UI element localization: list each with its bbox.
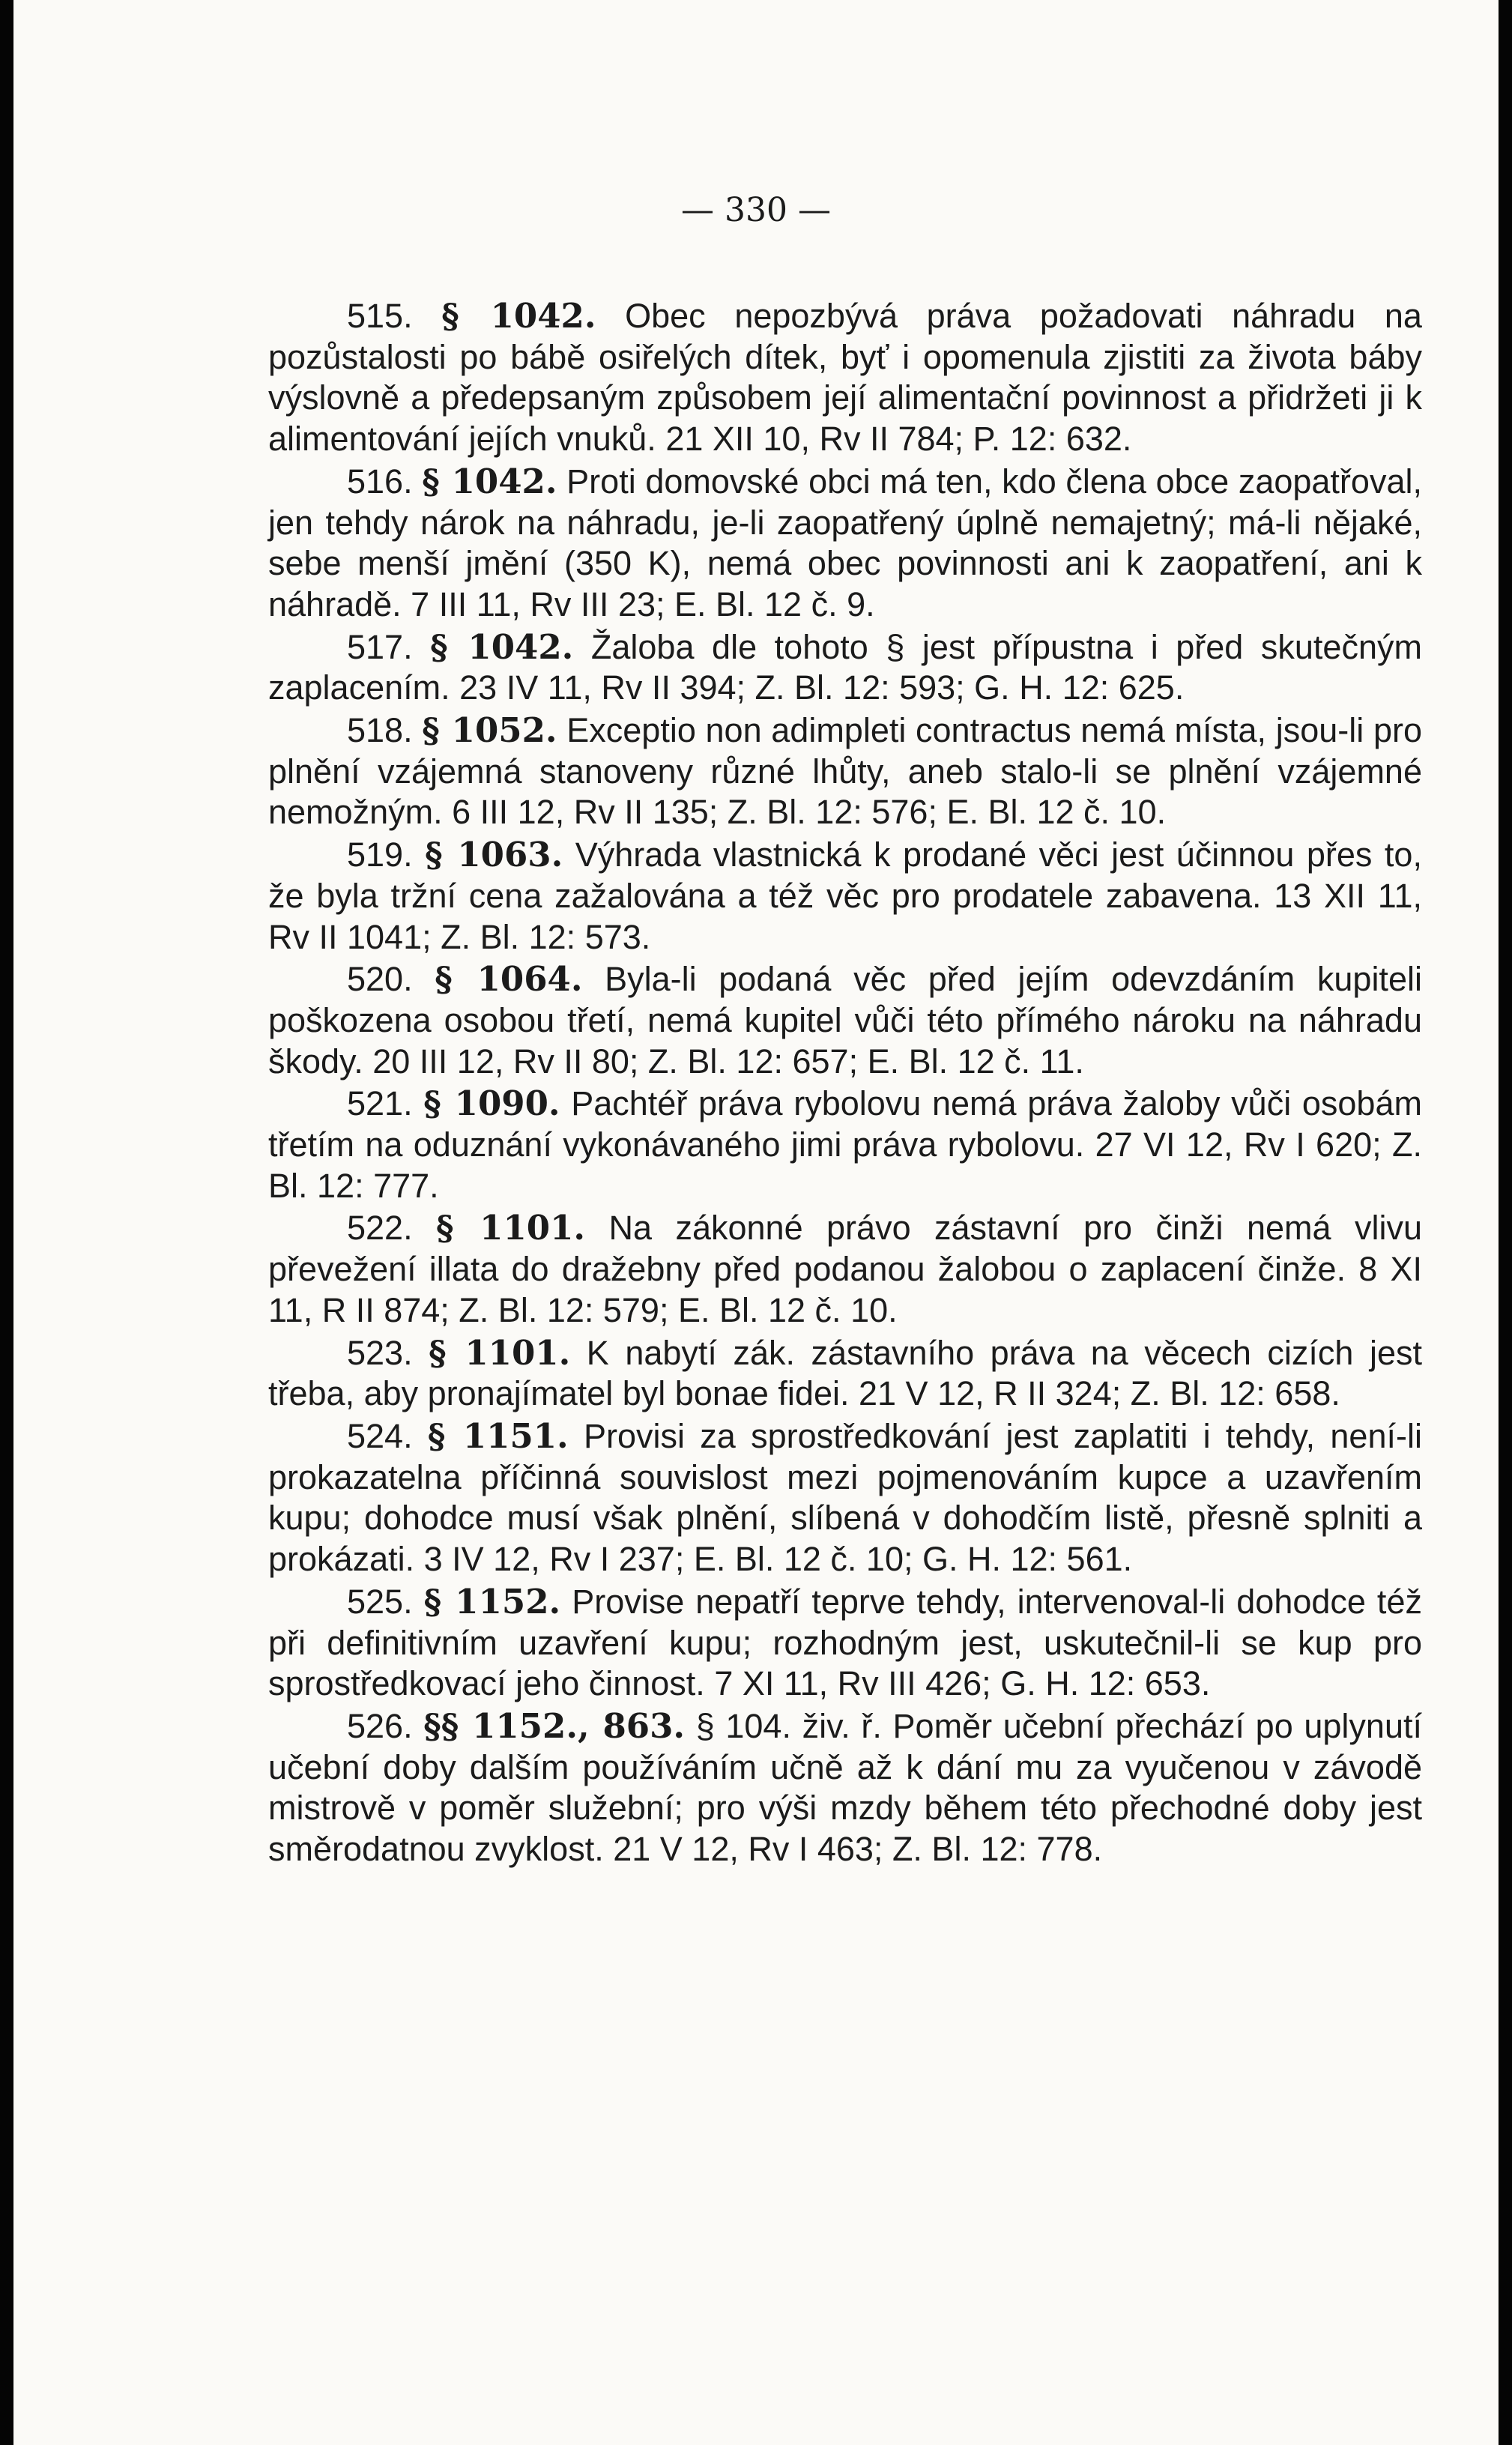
entry-text: Na zákonné právo zástavní pro činži nemá vlivu převežení illata do dražebny před podanou žalobou o zaplacení činže.	[268, 1209, 1422, 1289]
paragraph-ref: § 1042.	[430, 626, 574, 667]
entry-522	[268, 1208, 1422, 1331]
entry-525	[268, 1582, 1422, 1705]
entry-516	[268, 462, 1422, 626]
entry-text: Provise nepatří teprve tehdy, intervenoval-li dohodce též při definitivním uzavření kupu; rozhodným jest, uskutečnil-li se kup pro sprostředkovací jeho činnost.	[268, 1582, 1422, 1703]
citation: 6 III 12, Rv II 135; Z. Bl. 12: 576; E. Bl. 12 č. 10.	[452, 793, 1167, 832]
paragraph-ref: § 1042.	[422, 461, 557, 501]
entry-text: Exceptio non adimpleti contractus nemá místa, jsou-li pro plnění vzájemná stanoveny různé lhůty, aneb stalo-li se plnění vzájemné nemožným.	[268, 711, 1422, 832]
page-number: — 330 —	[681, 191, 831, 229]
citation: 21 V 12, Rv I 463; Z. Bl. 12: 778.	[613, 1830, 1103, 1869]
paragraph-ref: §§ 1152., 863.	[423, 1705, 686, 1746]
entry-text: Proti domovské obci má ten, kdo člena obce zaopatřoval, jen tehdy nárok na náhradu, je-li zaopatřený úplně nemajetný; má-li nějaké, sebe menší jmění (350 K), nemá obec povinnosti ani k zaopatření, ani k náhradě.	[268, 462, 1422, 623]
scan-edge-left	[0, 0, 13, 2445]
entry-518	[268, 710, 1422, 833]
entry-text: Provisi za sprostředkování jest zaplatiti i tehdy, není-li prokazatelna příčinná souvislost mezi pojmenováním kupce a uzavřením kupu; dohodce musí však plnění, slíbená v dohodčím listě, přesně splniti a prokázati.	[268, 1416, 1422, 1579]
paragraph-ref: § 1151.	[427, 1415, 569, 1456]
citation: 7 XI 11, Rv III 426; G. H. 12: 653.	[714, 1664, 1211, 1703]
entry-number: 524.	[347, 1416, 413, 1455]
citation: 20 III 12, Rv II 80; Z. Bl. 12: 657; E. Bl. 12 č. 11.	[372, 1042, 1084, 1081]
entry-number: 516.	[347, 462, 413, 501]
citation: 8 XI 11, R II 874; Z. Bl. 12: 579; E. Bl. 12 č. 10.	[268, 1250, 1422, 1329]
citation: 27 VI 12, Rv I 620; Z. Bl. 12: 777.	[268, 1125, 1422, 1205]
entry-text: K nabytí zák. zástavního práva na věcech cizích jest třeba, aby pronajímatel byl bonae fidei.	[268, 1333, 1422, 1413]
entry-523	[268, 1333, 1422, 1415]
entry-524	[268, 1416, 1422, 1580]
entry-text: Byla-li podaná věc před jejím odevzdáním kupiteli poškozena osobou třetí, nemá kupitel vůči této přímého nároku na náhradu škody.	[268, 960, 1422, 1081]
entry-text: Pachtéř práva rybolovu nemá práva žaloby vůči osobám třetím na oduznání vykonávaného jimi práva rybolovu.	[268, 1084, 1422, 1164]
entry-517	[268, 627, 1422, 709]
entry-text: § 104. živ. ř. Poměr učební přechází po uplynutí učební doby dalším používáním učně až k dání mu za vyučenou v závodě mistrově v poměr služební; pro výši mzdy během této přechodné doby jest směrodatnou zvyklost.	[268, 1706, 1422, 1869]
scan-edge-right	[1499, 0, 1512, 2445]
citation: 3 IV 12, Rv I 237; E. Bl. 12 č. 10; G. H. 12: 561.	[423, 1540, 1133, 1579]
document-page	[13, 0, 1499, 2445]
entry-515	[268, 296, 1422, 460]
entry-526	[268, 1706, 1422, 1870]
citation: 21 XII 10, Rv II 784; P. 12: 632.	[665, 420, 1132, 459]
citation: 13 XII 11, Rv II 1041; Z. Bl. 12: 573.	[268, 876, 1422, 956]
entry-text: Obec nepozbývá práva požadovati náhradu na pozůstalosti po bábě osiřelých dítek, byť i opomenula zjistiti za života báby výslovně a předepsaným způsobem její alimentační povinnost a přidržeti ji k alimentování jejích vnuků.	[268, 297, 1422, 459]
entry-number: 519.	[347, 835, 413, 874]
entry-number: 515.	[347, 297, 413, 335]
citation: 23 IV 11, Rv II 394; Z. Bl. 12: 593; G. H. 12: 625.	[459, 668, 1185, 707]
entry-text: Výhrada vlastnická k prodané věci jest účinnou přes to, že byla tržní cena zažalována a též věc pro prodatele zabavena.	[268, 835, 1422, 915]
entry-519	[268, 835, 1422, 958]
paragraph-ref: § 1101.	[429, 1332, 571, 1373]
entry-number: 523.	[347, 1333, 413, 1372]
entry-text: Žaloba dle tohoto § jest přípustna i před skutečným zaplacením.	[268, 627, 1422, 707]
entry-521	[268, 1084, 1422, 1206]
citation: 21 V 12, R II 324; Z. Bl. 12: 658.	[859, 1374, 1340, 1413]
paragraph-ref: § 1064.	[435, 959, 583, 1000]
paragraph-ref: § 1052.	[422, 710, 557, 751]
paragraph-ref: § 1152.	[423, 1581, 561, 1622]
paragraph-ref: § 1090.	[423, 1084, 560, 1124]
entry-number: 522.	[347, 1209, 413, 1248]
entry-number: 526.	[347, 1706, 413, 1745]
paragraph-ref: § 1063.	[425, 835, 563, 875]
entry-number: 517.	[347, 627, 413, 666]
entry-number: 525.	[347, 1582, 413, 1621]
paragraph-ref: § 1042.	[441, 296, 596, 336]
entry-number: 521.	[347, 1084, 413, 1123]
entry-number: 520.	[347, 960, 413, 999]
entry-number: 518.	[347, 711, 413, 750]
paragraph-ref: § 1101.	[436, 1208, 586, 1248]
text-body	[268, 296, 1422, 1872]
citation: 7 III 11, Rv III 23; E. Bl. 12 č. 9.	[411, 584, 875, 623]
entry-520	[268, 959, 1422, 1082]
